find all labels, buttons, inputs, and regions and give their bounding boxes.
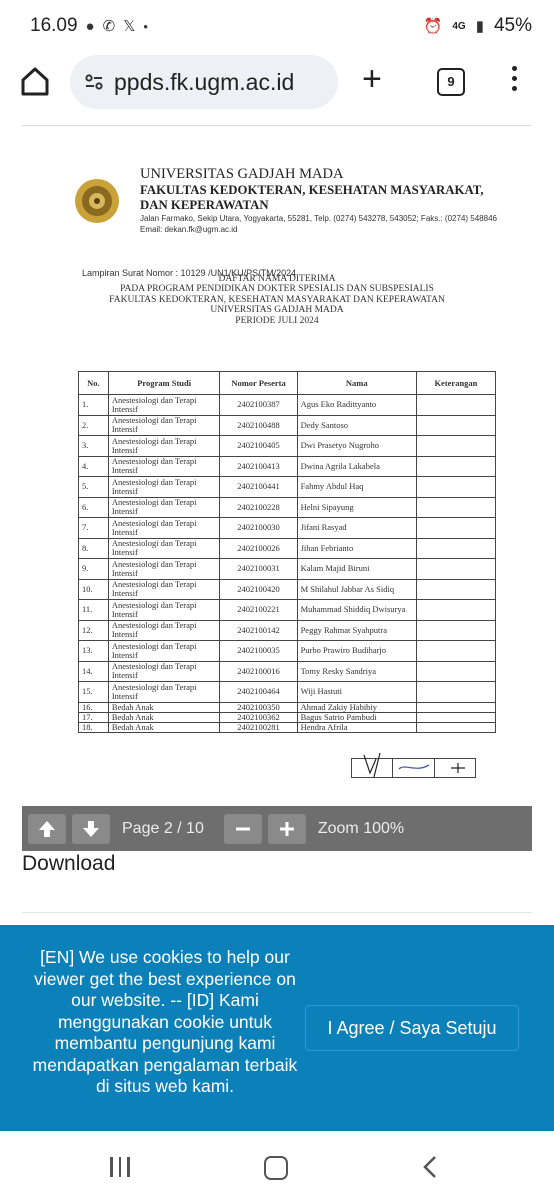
next-page-button[interactable]	[72, 814, 110, 844]
row-nomor: 2402100035	[220, 641, 297, 662]
row-nama: Fahmy Abdul Haq	[297, 477, 416, 498]
header-keterangan: Keterangan	[416, 372, 495, 395]
table-row	[79, 579, 496, 600]
row-program: Anestesiologi dan Terapi Intensif	[108, 518, 220, 539]
email-line: Email: dekan.fk@ugm.ac.id	[140, 224, 238, 234]
divider	[22, 912, 532, 913]
initial-cell	[435, 759, 475, 777]
title-line: PADA PROGRAM PENDIDIKAN DOKTER SPESIALIS DAN SUBSPESIALIS	[120, 284, 434, 295]
row-program: Anestesiologi dan Terapi Intensif	[108, 641, 220, 662]
row-keterangan	[416, 712, 495, 722]
row-nomor: 2402100420	[220, 579, 297, 600]
header-no: No.	[79, 372, 109, 395]
table-body	[79, 395, 496, 733]
header-program: Program Studi	[108, 372, 220, 395]
row-no: 8.	[79, 538, 109, 559]
row-nama: Dedy Santoso	[297, 415, 416, 436]
row-nama: Peggy Rahmat Syahputra	[297, 620, 416, 641]
back-icon[interactable]	[422, 1155, 438, 1179]
pdf-page	[22, 126, 532, 806]
table-row	[79, 395, 496, 416]
row-nomor: 2402100221	[220, 600, 297, 621]
row-nama: Wiji Hastuti	[297, 682, 416, 703]
faculty-line-1: FAKULTAS KEDOKTERAN, KESEHATAN MASYARAKAT,	[140, 183, 484, 197]
row-keterangan	[416, 600, 495, 621]
row-keterangan	[416, 456, 495, 477]
row-program: Anestesiologi dan Terapi Intensif	[108, 497, 220, 518]
row-nomor: 2402100016	[220, 661, 297, 682]
header-nama: Nama	[297, 372, 416, 395]
row-nomor: 2402100387	[220, 395, 297, 416]
signature-mark	[356, 751, 396, 781]
row-program: Anestesiologi dan Terapi Intensif	[108, 682, 220, 703]
table-row	[79, 436, 496, 457]
row-nama: Helni Sipayung	[297, 497, 416, 518]
row-no: 1.	[79, 395, 109, 416]
row-nama: Bagus Satrio Pambudi	[297, 712, 416, 722]
row-no: 14.	[79, 661, 109, 682]
row-keterangan	[416, 579, 495, 600]
row-no: 7.	[79, 518, 109, 539]
row-nama: Agus Eko Radittyanto	[297, 395, 416, 416]
overflow-menu-icon[interactable]	[512, 66, 518, 96]
table-row	[79, 702, 496, 712]
row-keterangan	[416, 702, 495, 712]
row-program: Anestesiologi dan Terapi Intensif	[108, 538, 220, 559]
row-nomor: 2402100228	[220, 497, 297, 518]
document-title	[22, 274, 532, 326]
table-row	[79, 415, 496, 436]
pdf-viewer[interactable]	[22, 125, 532, 851]
row-nomor: 2402100142	[220, 620, 297, 641]
row-nama: Ahmad Zakiy Habibiy	[297, 702, 416, 712]
row-nama: Hendra Afrila	[297, 722, 416, 732]
row-program: Bedah Anak	[108, 702, 220, 712]
table-row	[79, 722, 496, 732]
arrow-down-icon	[81, 819, 101, 839]
row-nomor: 2402100441	[220, 477, 297, 498]
row-nama: Muhammad Shiddiq Dwisurya	[297, 600, 416, 621]
row-nama: Kalam Majid Biruni	[297, 559, 416, 580]
row-program: Bedah Anak	[108, 722, 220, 732]
signature-mark	[441, 759, 481, 777]
battery-percent: 45%	[493, 15, 532, 36]
home-nav-icon[interactable]	[264, 1156, 288, 1180]
initials-box	[351, 758, 476, 778]
url-text: ppds.fk.ugm.ac.id	[114, 68, 295, 95]
row-program: Anestesiologi dan Terapi Intensif	[108, 456, 220, 477]
row-nomor: 2402100464	[220, 682, 297, 703]
status-bar	[0, 0, 554, 52]
row-no: 11.	[79, 600, 109, 621]
row-keterangan	[416, 477, 495, 498]
row-program: Anestesiologi dan Terapi Intensif	[108, 661, 220, 682]
row-nomor: 2402100413	[220, 456, 297, 477]
page-indicator: Page 2 / 10	[122, 819, 204, 837]
row-nama: Jihan Febrianto	[297, 538, 416, 559]
zoom-in-button[interactable]	[268, 814, 306, 844]
zoom-indicator: Zoom 100%	[317, 819, 405, 837]
initial-cell	[393, 759, 434, 777]
table-row	[79, 559, 496, 580]
row-nomor: 2402100031	[220, 559, 297, 580]
row-nomor: 2402100026	[220, 538, 297, 559]
row-nomor: 2402100362	[220, 712, 297, 722]
row-program: Anestesiologi dan Terapi Intensif	[108, 415, 220, 436]
row-keterangan	[416, 395, 495, 416]
table-row	[79, 600, 496, 621]
row-nomor: 2402100488	[220, 415, 297, 436]
table-row	[79, 538, 496, 559]
row-program: Anestesiologi dan Terapi Intensif	[108, 600, 220, 621]
table-row	[79, 477, 496, 498]
recent-apps-icon[interactable]	[110, 1157, 130, 1177]
row-no: 4.	[79, 456, 109, 477]
row-no: 15.	[79, 682, 109, 703]
row-program: Bedah Anak	[108, 712, 220, 722]
cookie-banner	[0, 925, 554, 1131]
row-keterangan	[416, 436, 495, 457]
arrow-up-icon	[37, 819, 57, 839]
title-line: FAKULTAS KEDOKTERAN, KESEHATAN MASYARAKAT DAN KEPERAWATAN	[109, 294, 445, 305]
row-no: 12.	[79, 620, 109, 641]
tab-switcher-button[interactable]: 9	[437, 68, 465, 96]
faculty-line-2: DAN KEPERAWATAN	[140, 198, 269, 212]
title-line: DAFTAR NAMA DITERIMA	[218, 274, 336, 284]
status-time: 16.09	[30, 15, 78, 36]
row-keterangan	[416, 415, 495, 436]
browser-toolbar	[0, 52, 554, 114]
row-no: 17.	[79, 712, 109, 722]
table-row	[79, 456, 496, 477]
row-keterangan	[416, 518, 495, 539]
row-nama: Dwi Prasetyo Nugroho	[297, 436, 416, 457]
row-nama: Jifani Rasyad	[297, 518, 416, 539]
row-keterangan	[416, 682, 495, 703]
whatsapp-icon: ✆	[102, 18, 116, 35]
status-right	[424, 15, 532, 37]
row-no: 13.	[79, 641, 109, 662]
table-header-row	[79, 372, 496, 395]
signature-mark	[395, 759, 435, 777]
row-program: Anestesiologi dan Terapi Intensif	[108, 395, 220, 416]
address-line: Jalan Farmako, Sekip Utara, Yogyakarta, 55281, Telp. (0274) 543278, 543052; Faks.: (0274) 548846	[140, 214, 497, 223]
home-icon[interactable]	[18, 64, 52, 98]
row-keterangan	[416, 620, 495, 641]
row-keterangan	[416, 722, 495, 732]
cookie-message: [EN] We use cookies to help our viewer get the best experience on our website. -- [ID] Kami menggunakan cookie untuk membantu pengunjung kami mendapatkan pengalaman terbaik di situs web kami.	[32, 947, 298, 1096]
row-nama: Purbo Prawiro Budiharjo	[297, 641, 416, 662]
more-notifications-icon: ●	[143, 21, 149, 31]
row-no: 16.	[79, 702, 109, 712]
row-no: 5.	[79, 477, 109, 498]
row-program: Anestesiologi dan Terapi Intensif	[108, 559, 220, 580]
lampiran-line: Lampiran Surat Nomor : 10129 /UN1/KU/PS/TM/2024	[82, 268, 297, 278]
university-name: UNIVERSITAS GADJAH MADA	[140, 166, 344, 182]
table-row	[79, 712, 496, 722]
table-row	[79, 661, 496, 682]
title-line: PERIODE JULI 2024	[235, 315, 319, 326]
accepted-names-table	[78, 371, 496, 733]
row-nama: Tomy Resky Sandriya	[297, 661, 416, 682]
new-tab-icon[interactable]: +	[362, 60, 382, 98]
row-program: Anestesiologi dan Terapi Intensif	[108, 579, 220, 600]
table-row	[79, 497, 496, 518]
row-program: Anestesiologi dan Terapi Intensif	[108, 620, 220, 641]
header-nomor: Nomor Peserta	[220, 372, 297, 395]
alarm-icon: ⏰	[423, 18, 443, 35]
cookie-agree-button[interactable]: I Agree / Saya Setuju	[305, 1005, 519, 1051]
x-app-icon: 𝕏	[123, 18, 136, 35]
title-line: UNIVERSITAS GADJAH MADA	[210, 305, 344, 316]
download-link[interactable]: Download	[22, 852, 116, 875]
row-program: Anestesiologi dan Terapi Intensif	[108, 436, 220, 457]
table-row	[79, 620, 496, 641]
plus-icon	[278, 820, 296, 838]
row-no: 2.	[79, 415, 109, 436]
row-no: 18.	[79, 722, 109, 732]
row-keterangan	[416, 661, 495, 682]
row-nomor: 2402100030	[220, 518, 297, 539]
row-no: 10.	[79, 579, 109, 600]
signal-icon: ▮	[475, 18, 484, 35]
url-bar[interactable]	[70, 55, 338, 109]
network-type: 4G	[452, 20, 466, 32]
chat-notification-icon: ●	[85, 17, 95, 35]
ugm-logo	[72, 176, 122, 226]
row-no: 9.	[79, 559, 109, 580]
row-no: 6.	[79, 497, 109, 518]
row-nomor: 2402100281	[220, 722, 297, 732]
row-nama: Dwina Agrila Lakabela	[297, 456, 416, 477]
row-no: 3.	[79, 436, 109, 457]
table-row	[79, 682, 496, 703]
table-row	[79, 518, 496, 539]
row-nomor: 2402100350	[220, 702, 297, 712]
faculty-address	[140, 214, 530, 235]
row-program: Anestesiologi dan Terapi Intensif	[108, 477, 220, 498]
row-keterangan	[416, 497, 495, 518]
faculty-name	[140, 183, 520, 213]
status-left	[30, 15, 148, 37]
site-settings-icon[interactable]	[84, 72, 104, 92]
prev-page-button[interactable]	[28, 814, 66, 844]
minus-icon	[234, 820, 252, 838]
row-keterangan	[416, 538, 495, 559]
initial-cell	[352, 759, 393, 777]
row-keterangan	[416, 559, 495, 580]
row-keterangan	[416, 641, 495, 662]
row-nomor: 2402100405	[220, 436, 297, 457]
system-nav-bar	[0, 1131, 554, 1200]
row-nama: M Shilahul Jabbar As Sidiq	[297, 579, 416, 600]
table-row	[79, 641, 496, 662]
zoom-out-button[interactable]	[224, 814, 262, 844]
pdf-toolbar	[22, 806, 532, 851]
